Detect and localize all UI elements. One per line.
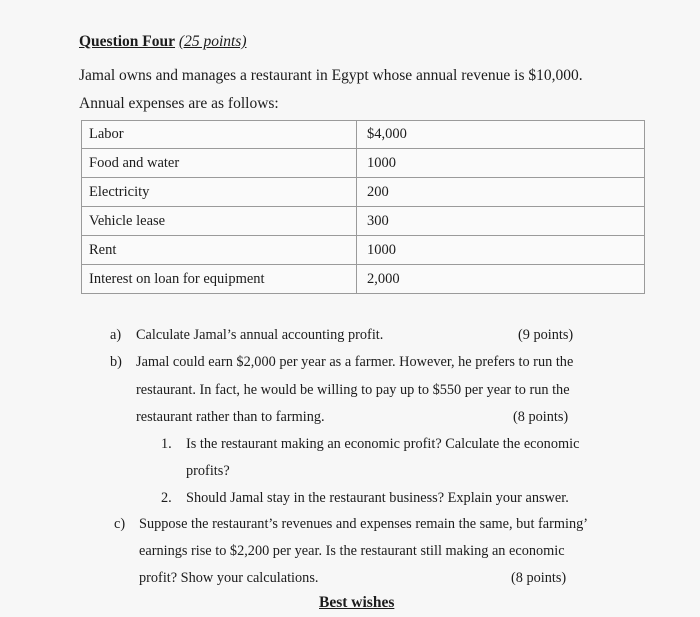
question-b-points: (8 points) (513, 409, 569, 425)
question-c-line: Suppose the restaurant’s revenues and expenses remain the same, but farming’ (139, 516, 589, 532)
intro-line-1: Jamal owns and manages a restaurant in Egypt whose annual revenue is $10,000. (79, 67, 583, 84)
question-a-text: Calculate Jamal’s annual accounting profit. (136, 327, 384, 343)
expense-item: Rent (82, 236, 357, 265)
question-c-line: earnings rise to $2,200 per year. Is the restaurant still making an economic (139, 543, 565, 559)
table-row (82, 178, 645, 207)
table-row (82, 265, 645, 294)
table-row (82, 121, 645, 149)
table-row (82, 149, 645, 178)
expense-amount: $4,000 (357, 121, 645, 149)
expense-amount: 1000 (357, 236, 645, 265)
subquestion-1-line: profits? (186, 463, 230, 479)
subquestion-2-line: Should Jamal stay in the restaurant business? Explain your answer. (186, 490, 569, 506)
subquestion-1-marker: 1. (161, 436, 172, 452)
question-points: (25 points) (178, 33, 247, 50)
question-a-marker: a) (110, 327, 122, 343)
question-c-marker: c) (114, 516, 126, 532)
expense-item: Labor (82, 121, 357, 149)
expense-item: Food and water (82, 149, 357, 178)
expense-item: Vehicle lease (82, 207, 357, 236)
question-b-line: restaurant rather than to farming. (136, 409, 325, 425)
expenses-table (81, 120, 645, 294)
expense-amount: 200 (357, 178, 645, 207)
question-a-points: (9 points) (518, 327, 574, 343)
question-b-line: restaurant. In fact, he would be willing to pay up to $550 per year to run the (136, 382, 570, 398)
table-row (82, 236, 645, 265)
question-b-marker: b) (110, 354, 122, 370)
expense-item: Interest on loan for equipment (82, 265, 357, 294)
closing-text: Best wishes (319, 594, 395, 611)
question-c-points: (8 points) (511, 570, 567, 586)
question-title: Question Four (79, 33, 176, 50)
subquestion-2-marker: 2. (161, 490, 172, 506)
table-row (82, 207, 645, 236)
question-heading (79, 33, 247, 51)
question-b-line: Jamal could earn $2,000 per year as a farmer. However, he prefers to run the (136, 354, 574, 370)
subquestion-1-line: Is the restaurant making an economic profit? Calculate the economic (186, 436, 580, 452)
expense-amount: 300 (357, 207, 645, 236)
expense-amount: 1000 (357, 149, 645, 178)
intro-line-2: Annual expenses are as follows: (79, 95, 279, 112)
expense-item: Electricity (82, 178, 357, 207)
question-c-line: profit? Show your calculations. (139, 570, 319, 586)
expense-amount: 2,000 (357, 265, 645, 294)
